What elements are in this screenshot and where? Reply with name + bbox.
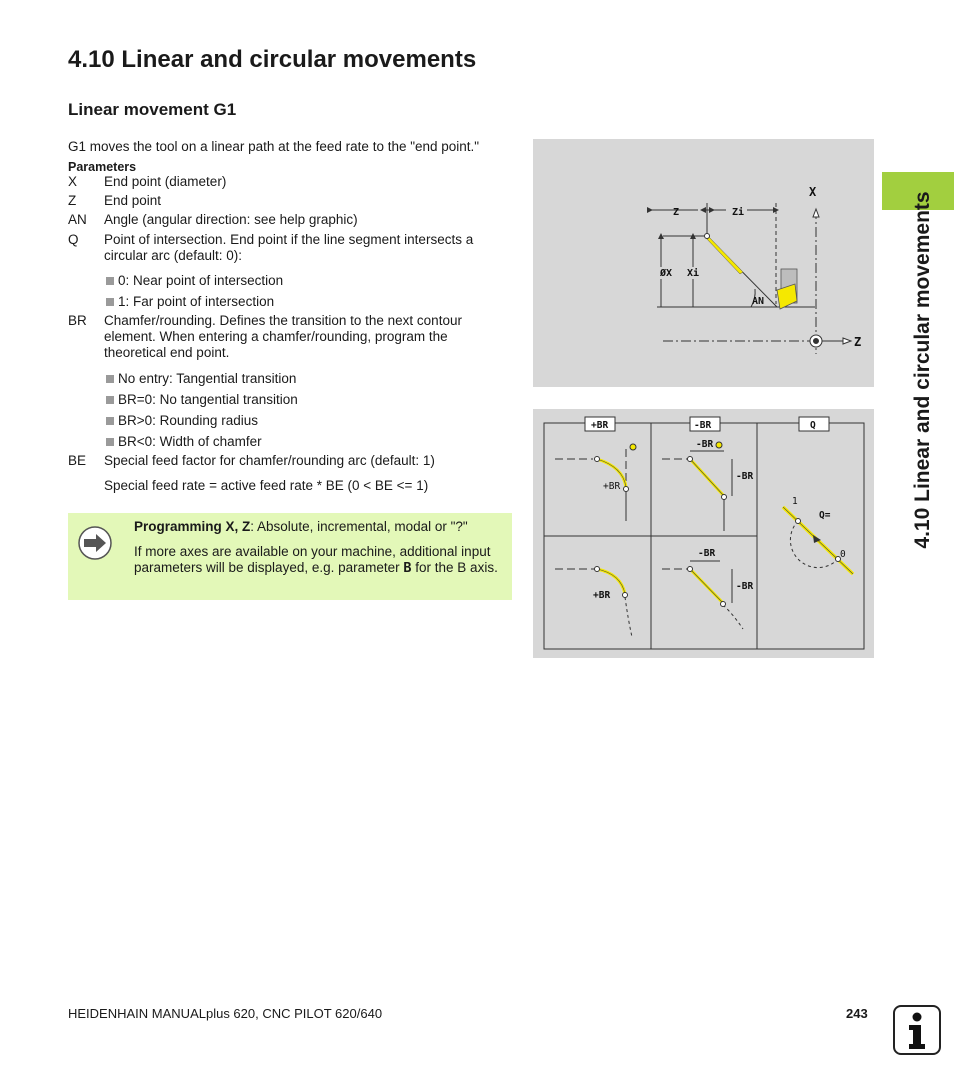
label-zero: 0 [840, 549, 846, 560]
note-text: If more axes are available on your machine, additional input parameters will be displayed, e.g. parameter [134, 544, 491, 575]
section-title: Linear movement G1 [68, 100, 237, 119]
q-option-1 [106, 294, 274, 309]
br-option-3 [106, 434, 262, 449]
be-formula: Special feed rate = active feed rate * BE (0 < BE <= 1) [104, 478, 429, 493]
bullet-square-icon [106, 375, 114, 383]
label-minus-br: -BR [698, 548, 716, 559]
header-minus-br: -BR [694, 420, 712, 431]
param-desc: Point of intersection. End point if the line segment intersects a circular arc (default: 0): [104, 232, 474, 263]
label-xi: Xi [687, 268, 700, 279]
label-plus-br: +BR [593, 590, 611, 601]
br-option-2 [106, 413, 258, 428]
note-text: : Absolute, incremental, modal or "?" [250, 519, 468, 534]
bullet-square-icon [106, 277, 114, 285]
chapter-tab-label: 4.10 Linear and circular movements [911, 191, 934, 549]
axis-label-x: X [809, 185, 817, 199]
parameters-heading: Parameters [68, 160, 137, 174]
option-text: BR<0: Width of chamfer [118, 434, 262, 449]
header-q: Q [810, 420, 816, 431]
diagram-svg [533, 409, 874, 658]
param-key: Q [68, 232, 79, 247]
bullet-square-icon [106, 396, 114, 404]
param-key: X [68, 174, 78, 189]
param-key: BE [68, 453, 87, 468]
bullet-square-icon [106, 417, 114, 425]
option-text: 1: Far point of intersection [118, 294, 275, 309]
diagram-svg [533, 139, 874, 387]
param-key: Z [68, 193, 77, 208]
arrow-right-icon [77, 525, 113, 561]
info-glyph-icon [895, 1007, 939, 1053]
info-icon[interactable] [893, 1005, 941, 1055]
help-graphic-linear-movement [533, 139, 874, 387]
option-text: BR>0: Rounding radius [118, 413, 258, 428]
label-an: AN [752, 296, 765, 307]
param-b-code: B [403, 560, 412, 576]
label-minus-br: -BR [696, 439, 714, 450]
chapter-side-tab [908, 50, 938, 690]
param-desc: End point (diameter) [104, 174, 227, 189]
help-graphic-br-q [533, 409, 874, 658]
br-option-0 [106, 371, 296, 386]
page-number: 243 [846, 1006, 868, 1021]
label-minus-br: -BR [736, 581, 754, 592]
label-minus-br: -BR [736, 471, 754, 482]
option-text: BR=0: No tangential transition [118, 392, 298, 407]
label-q-eq: Q= [819, 510, 831, 521]
label-zi: Zi [732, 207, 745, 218]
param-desc: Angle (angular direction: see help graphic) [104, 212, 358, 227]
page-title: 4.10 Linear and circular movements [68, 46, 477, 73]
br-option-1 [106, 392, 298, 407]
q-option-0 [106, 273, 283, 288]
header-plus-br: +BR [591, 420, 609, 431]
param-key: AN [68, 212, 87, 227]
bullet-square-icon [106, 438, 114, 446]
option-text: No entry: Tangential transition [118, 371, 297, 386]
param-desc: End point [104, 193, 162, 208]
param-desc: Chamfer/rounding. Defines the transition to the next contour element. When entering a chamfer/rounding, program the theoretical end point. [104, 313, 462, 360]
label-dia-x: ØX [660, 268, 673, 279]
intro-text: G1 moves the tool on a linear path at the feed rate to the "end point." [68, 139, 480, 154]
label-z: Z [673, 207, 680, 218]
note-box [68, 513, 512, 600]
label-plus-br: +BR [603, 481, 621, 492]
note-line-1 [134, 519, 504, 535]
axis-label-z: Z [854, 335, 862, 349]
note-text: for the B axis. [411, 560, 498, 575]
option-text: 0: Near point of intersection [118, 273, 284, 288]
note-line-2 [134, 544, 504, 576]
param-desc: Special feed factor for chamfer/rounding arc (default: 1) [104, 453, 435, 468]
note-bold: Programming X, Z [134, 519, 251, 534]
label-one: 1 [792, 496, 798, 507]
footer-text: HEIDENHAIN MANUALplus 620, CNC PILOT 620/640 [68, 1006, 383, 1021]
param-key: BR [68, 313, 87, 328]
bullet-square-icon [106, 298, 114, 306]
